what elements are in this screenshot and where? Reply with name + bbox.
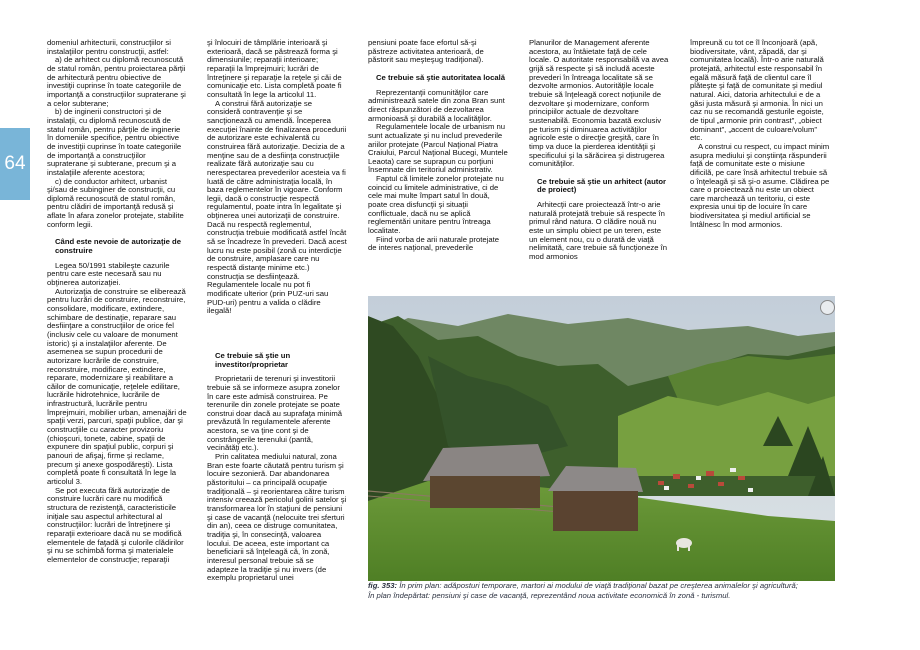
paragraph: A construi fără autorizaţie se consideră contravenţie şi se sancţionează cu amendă. Începerea execuţiei înainte de finalizarea procedurii de autorizare este echivalentă cu construirea fără autorizaţie. Decizia de a menţine sau de a desfiinţa construcţiile realizate fără autorizaţie sau cu nerespectarea prevederilor acesteia va fi luată de către administraţia locală, în baza reglementelor în vigoare. Conform legii, dacă o construcţie respectă regulamentul, poate intra în legalitate şi obţinerea unei autorizaţii de construire. Dacă nu respectă reglementul, construcţia trebuie modificată astfel încât să se încadreze în prevederi. Dacă acest lucru nu este posibil (zonă cu interdicţie de construire, amplasare care nu respectă distanţe minime etc.) construcţia se desfiinţează. Regulamentele locale nu pot fi modificate ulterior (prin PUZ-uri sau PUD-uri) pentru a valida o clădire ilegală! — [207, 98, 347, 316]
paragraph: Reprezentanţii comunităţilor care administrează satele din zona Bran sunt direct răspunzători de dezvoltarea armonioasă şi durabilă a localităţilor. — [368, 87, 505, 123]
page-number: 64 — [4, 153, 26, 174]
text-column-2 — [207, 39, 347, 341]
paragraph: Regulamentele locale de urbanism nu sunt actualizate şi nu includ prevederile ariilor protejate (Parcul Naţional Piatra Craiului, Parcul Naţional Bucegi, Muntele Leaota) care se suprapun cu porţiuni însemnate din teritoriul administrativ. — [368, 122, 508, 175]
paragraph: Faptul că limitele zonelor protejate nu coincid cu limitele administrative, ci de cele mai multe împart satul în două, poate crea disfuncţii şi situaţii conflictuale, dacă nu se aplică reglementări unitare pentru întreaga localitate. — [368, 174, 504, 236]
paragraph: Arhitecţii care proiectează într-o arie naturală protejată trebuie să respecte în primul rând natura. O clădire nouă nu este un simplu obiect pe un teren, este un element nou, cu o durată de viaţă nelimitată, care trebuie să funcţioneze în mod armonios — [529, 200, 668, 261]
paragraph: A construi cu respect, cu impact minim asupra mediului şi conştiinţa răspunderii faţă de comunitate este o misiune dificilă, pe care însă arhitectul trebuie să o înţeleagă şi să şi-o asume. Clădirea pe care o proiectează nu este un obiect care marchează un teritoriu, ci este expresia unui tip de locuire în care biodiversitatea şi mediul artificial se întâlnesc în mod armonios. — [690, 141, 830, 229]
paragraph: Se pot executa fără autorizaţie de construire lucrări care nu modifică structura de rezistenţă, caracteristicile iniţiale sau aspectul arhitectural al construcţiilor: lucrări de întreţinere şi reparaţii exterioare dacă nu se modifică elementele de faţadă şi culorile clădirilor şi nu se schimbă forma şi materialele elementelor de construcţie; reparaţii — [47, 485, 184, 564]
paragraph: împreună cu tot ce îl înconjoară (apă, biodiversitate, vânt, zăpadă, dar şi comunitatea locală). Într-o arie naturală protejată, arhitectul este responsabil în egală măsură faţă de clientul care îl plăteşte şi faţă de comunitate şi mediul natural. Aici, datoria arhitectului e de a găsi justa măsură şi armonia. În nici un caz nu se recomandă gesturile egoiste, de tipul „armonie prin contrast”, „obiect dominant”, „accent de culoare/volum” etc. — [690, 39, 824, 143]
paragraph: b) de inginerii constructori şi de instalaţii, cu diplomă recunoscută de statul român, pentru părţile de inginerie în domeniile specifice, pentru obiective de investiţii cuprinse în toate categoriile de importanţă a construcţiilor supraterane şi subterane, precum şi a instalaţiile aferente acestora; — [47, 107, 182, 177]
text-column-1 — [47, 39, 187, 609]
paragraph: Planurilor de Management aferente acestora, au întâietate faţă de cele locale. O autoritate responsabilă va avea grijă să respecte şi să includă aceste prevederi în întreaga localitate să se dezvolte armonios. Autorităţile locale trebuie să înţeleagă corect noţiunile de dezvoltare şi modernizare, conform principiilor actuale de dezvoltare sustenabilă. Economia bazată exclusiv pe turism şi diminuarea activităţilor agricole este o direcţie greşită, care în timp va duce la pierderea identităţii şi specificului şi la sărăcirea şi distrugerea comunităţilor. — [529, 39, 669, 169]
paragraph: Fiind vorba de arii naturale protejate de interes naţional, prevederile — [368, 234, 500, 253]
paragraph: Legea 50/1991 stabileşte cazurile pentru care este necesară sau nu obţinerea autorizaţiei. — [47, 260, 170, 287]
paragraph: Autorizaţia de construire se eliberează pentru lucrări de construire, reconstruire, consolidare, modificare, extindere, schimbare de destinaţie, reparare sau desfiinţare a construcţiilor de orice fel (inclusiv cele cu valoare de monument istoric) şi a instalaţiilor aferente. De asemenea se supun procedurii de autorizare lucrările de construire, reconstruire, modificare, extindere, reparare, modernizare şi reabilitare a căilor de comunicaţie, reţelele edilitare, lucrările hidrotehnice, lucrările de infrastructură, lucrările pentru împrejmuiri, mobilier urban, amenajări de spaţii verzi, parcuri, spaţii publice, dar şi construcţiile cu caracter provizoriu (chioşcuri, tonete, cabine, spaţii de expunere din spaţiul public, corpuri şi panouri de afişaj, firme şi reclame, precum şi anexe gospodăreşti). Lista completă poate fi consultată în lege la articolul 3. — [47, 286, 187, 487]
section-heading: Când este nevoie de autorizaţie de construire — [55, 237, 182, 256]
text-column-3 — [368, 39, 508, 289]
page-number-tab — [0, 128, 30, 200]
caption-line-2: În plan îndepărtat: pensiuni şi case de vacanţă, reprezentând noua activitate economică în zonă - turismul. — [368, 591, 731, 600]
paragraph: pensiuni poate face efortul să-şi păstreze activitatea anterioară, de păstorit sau meşteşug tradiţional). — [368, 39, 484, 65]
paragraph: domeniul arhitecturii, construcţiilor si instalaţiilor pentru construcţii, astfel: — [47, 39, 171, 56]
text-column-5 — [690, 39, 830, 289]
caption-line-1: În prim plan: adăposturi temporare, martori ai modului de viaţă tradiţional bazat pe creşterea animalelor şi agricultură; — [397, 581, 798, 590]
paragraph: c) de conductor arhitect, urbanist şi/sau de subinginer de construcţii, cu diplomă recunoscută de statul român, pentru clădiri de importanţă redusă şi aflate în afara zonelor protejate, stabilite conform legii. — [47, 176, 184, 229]
text-column-2-lower — [207, 352, 347, 612]
paragraph: a) de arhitect cu diplomă recunoscută de statul român, pentru proiectarea părţii de arhitectură pentru obiective de investiţii cuprinse în toate categoriile de importanţă a construcţiilor supraterane şi a celor subterane; — [47, 55, 186, 108]
section-heading: Ce trebuie să ştie un arhitect (autor de proiect) — [537, 176, 667, 195]
landscape-photo — [368, 296, 835, 581]
figure-caption — [368, 581, 848, 601]
paragraph: Proprietarii de terenuri şi investitorii trebuie să se informeze asupra zonelor în care este admisă construirea. Pe terenurile din zonele protejate se poate construi doar dacă au suprafaţa minimă prevăzută în regulamentele aferente acestora, se va ţine cont şi de constrângerile terenului (pantă, vecinătăţi etc.). — [207, 374, 343, 453]
image-badge — [820, 300, 835, 315]
text-column-4 — [529, 39, 669, 289]
paragraph: Prin calitatea mediului natural, zona Bran este foarte căutată pentru turism şi locuire sezonieră. Dar abandonarea păstoritului – ca principală ocupaţie tradiţională – şi reorientarea către turism intensiv creează pericolul golirii satelor şi transformarea lor în staţiuni de pensiuni şi case de vacanţă (nelocuite trei sferturi din an), ceea ce distruge comunitatea, tradiţia şi, în consecinţă, valoarea locului. De aceea, este important ca beneficiarii să înţeleagă că, în zonă, interesul personal trebuie să se adapteze la tradiţie şi nu invers (de exemplu proprietarul unei — [207, 452, 347, 583]
paragraph: şi înlocuiri de tâmplărie interioară şi exterioară, dacă se păstrează forma şi dimensiunile; reparaţii interioare; reparaţii la împrejmuiri; lucrări de întreţinere şi reparaţie la reţele şi căi de comunicaţie etc. Lista completă poate fi consultată în lege la articolul 11. — [207, 39, 342, 99]
figure-label: fig. 353: — [368, 581, 398, 590]
section-heading: Ce trebuie să ştie autoritatea locală — [376, 72, 506, 82]
section-heading: Ce trebuie să ştie un investitor/proprietar — [215, 352, 291, 369]
